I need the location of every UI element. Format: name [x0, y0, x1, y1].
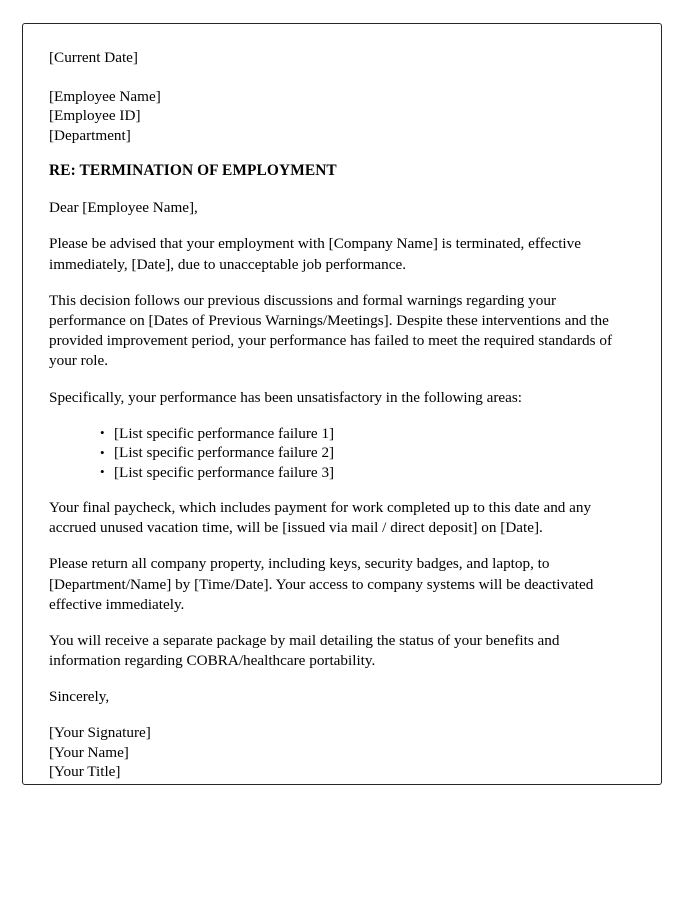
list-item: • [List specific performance failure 1]: [49, 424, 627, 443]
letter-content: [49, 48, 627, 782]
current-date: [Current Date]: [49, 49, 138, 66]
salutation: Dear [Employee Name],: [49, 199, 198, 217]
performance-failure-list: [49, 424, 627, 482]
closing-salutation: Sincerely,: [49, 688, 110, 706]
list-item: • [List specific performance failure 3]: [49, 463, 627, 482]
paragraph-termination-notice: Please be advised that your employment with [Company Name] is terminated, effective immediately, [Date], due to unacceptable job performance.: [49, 235, 581, 273]
paragraph-company-property: Please return all company property, including keys, security badges, and laptop, to [Department/Name] by [Time/Date]. Your access to company systems will be deactivated effective immediately.: [49, 555, 594, 613]
recipient-name: [Employee Name]: [49, 87, 161, 105]
paragraph-final-paycheck: Your final paycheck, which includes payment for work completed up to this date and any accrued unused vacation time, will be [issued via mail / direct deposit] on [Date].: [49, 499, 592, 537]
date-block: [49, 48, 627, 68]
paragraph-prior-warnings: This decision follows our previous discussions and formal warnings regarding your performance on [Dates of Previous Warnings/Meetings]. Despite these interventions and the provided improvement period, your performance has failed to meet the required standards of your role.: [49, 291, 613, 370]
sender-name: [Your Name]: [49, 743, 129, 761]
sender-title: [Your Title]: [49, 763, 121, 781]
list-item: • [List specific performance failure 2]: [49, 443, 627, 462]
recipient-employee-id: [Employee ID]: [49, 107, 141, 125]
recipient-department: [Department]: [49, 126, 131, 144]
paragraph-benefits-cobra: You will receive a separate package by mail detailing the status of your benefits and information regarding COBRA/healthcare portability.: [49, 632, 560, 670]
subject-heading: RE: TERMINATION OF EMPLOYMENT: [49, 162, 337, 180]
recipient-address-block: [49, 87, 627, 146]
letter-page-frame: [22, 23, 662, 785]
signature-line: [Your Signature]: [49, 724, 151, 742]
signature-block: [49, 723, 627, 782]
paragraph-unsatisfactory-intro: Specifically, your performance has been unsatisfactory in the following areas:: [49, 388, 523, 406]
